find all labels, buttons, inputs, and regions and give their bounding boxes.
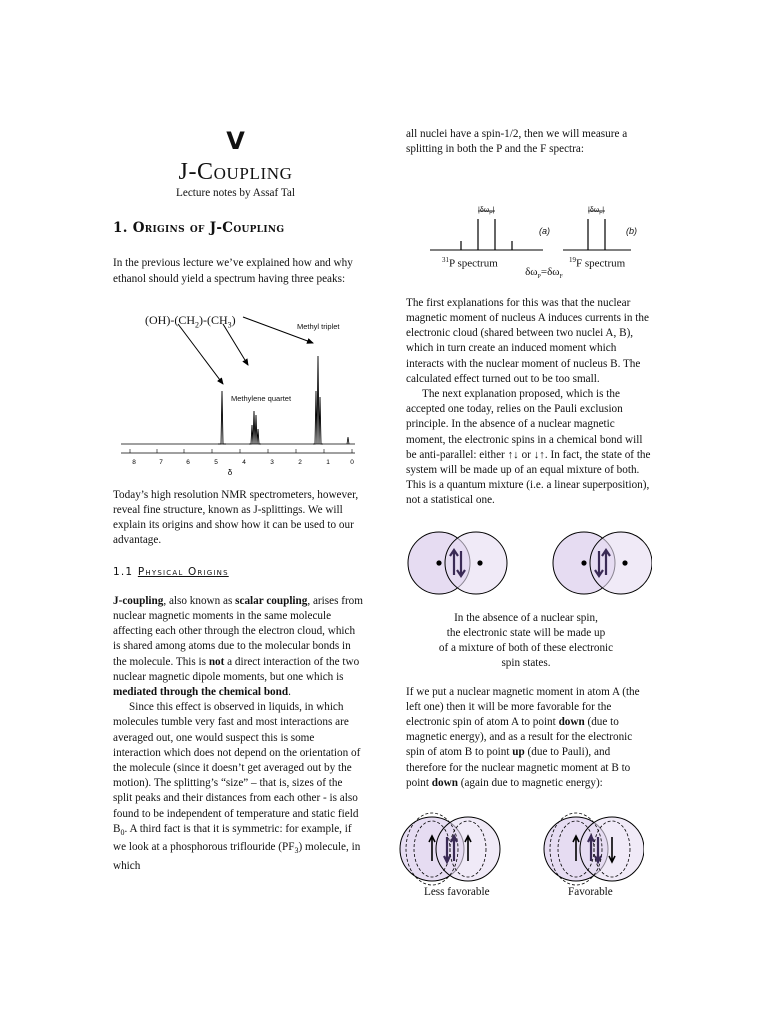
less-favorable-diagram	[400, 813, 500, 885]
tms-peak	[347, 437, 349, 444]
methylene-quartet-label: Methylene quartet	[231, 393, 292, 403]
triplet-peaks	[313, 356, 323, 444]
axis-label: δ	[227, 467, 233, 476]
favorable-diagram	[544, 813, 644, 885]
orbital-mixture-figure	[406, 529, 652, 597]
right-column	[406, 127, 652, 901]
f-spectrum-label: $^{19}$F spectrum	[569, 256, 626, 271]
pauli-paragraph: The next explanation proposed, which is the accepted one today, relies on the Pauli exclusion principle. In the absence of a nuclear magnetic moment, the electronic spins in a chemical bond will be anti-parallel: either ↑↓ or ↓↑. In fact, the state of the system will be made up of an equal mixture of both. This is a quantum mixture (i.e. a linear superposition), not a statistical one.	[406, 388, 651, 507]
oh-peak	[218, 391, 226, 444]
arrow-to-triplet	[243, 317, 313, 343]
tick-label: 2	[298, 458, 302, 466]
intro-paragraph: In the previous lecture we’ve explained how and why ethanol should yield a spectrum having three peaks:	[113, 257, 353, 285]
orbital-pair-down-up	[553, 532, 652, 594]
byline: Lecture notes by Assaf Tal	[176, 187, 295, 199]
delta-p-label: $|\delta\omega_P|$	[478, 207, 495, 217]
left-column	[113, 128, 363, 874]
ethanol-formula: $(OH)-(CH_2)-(CH_3)$	[145, 312, 236, 330]
tick-label: 6	[186, 458, 190, 466]
section-heading: 1. Origins of J-Coupling	[113, 220, 285, 237]
tick-label: 7	[159, 458, 163, 466]
jcoupling-paragraph: J-coupling, also known as scalar coupling, arises from nuclear magnetic moments in the same molecule affecting each other through the electron cloud, which is shared among atoms due to the molecular bonds in the molecule. This is not a direct interaction of the two nuclear magnetic dipole moments, but one which is mediated through the chemical bond.	[113, 594, 363, 699]
page-title: J-Coupling	[178, 159, 293, 185]
orbital-caption: In the absence of a nuclear spin, the electronic state will be made up of a mixture of both of these electronic spin states.	[438, 611, 614, 669]
favorability-labels	[406, 885, 652, 901]
pf-intro-paragraph: all nuclei have a spin-1/2, then we will measure a splitting in both the P and the F spectra:	[406, 128, 628, 156]
label-b: (b)	[626, 226, 637, 237]
fine-structure-paragraph: Today’s high resolution NMR spectrometers, however, reveal fine structure, known as J-splittings. We will explain its origins and show how it can be used to our advantage.	[113, 488, 359, 547]
arrow-to-oh	[178, 324, 223, 384]
pf-spectra-figure	[406, 173, 652, 269]
quartet-peaks	[249, 411, 261, 444]
tick-label: 5	[214, 458, 218, 466]
orbital-pair-up-down	[408, 532, 507, 594]
tick-label: 8	[132, 458, 136, 466]
label-a: (a)	[539, 226, 550, 237]
favorable-label: Favorable	[568, 886, 613, 899]
tick-label: 1	[326, 458, 330, 466]
liquids-paragraph: Since this effect is observed in liquids, in which molecules tumble very fast and most interactions are averaged out, one would suspect this is some interaction which does not depend on the orientation of the molecule (since it doesn’t get averaged out by the motion). The splitting’s “size” – that is, sizes of the split peaks and their distances from each other - is also found to be independent of temperature and static field $B_0$. A third fact is that it is symmetric: for example, if we look at a phosphorous triflouride $(PF_3)$ molecule, in which	[113, 701, 361, 872]
nuclear-moment-paragraph: If we put a nuclear magnetic moment in atom A (the left one) then it will be more favorable for the electronic spin of atom A to point down (due to magnetic energy), and as a result for the electronic spin of atom B to point up (due to Pauli), and therefore for the nuclear magnetic moment at B to point down (again due to magnetic energy):	[406, 685, 640, 789]
tick-label: 4	[242, 458, 246, 466]
tick-label: 0	[350, 458, 354, 466]
favorability-figure	[398, 809, 644, 887]
methyl-triplet-label: Methyl triplet	[297, 321, 340, 331]
explanation-paragraph: The first explanations for this was that the nuclear magnetic moment of nucleus A induces currents in the electronic cloud (shared between two nuclei A, B), which in turn create an induced moment which interacts with the nuclear moment of nucleus B. The calculated effect turned out to be too small.	[406, 296, 649, 385]
delta-f-label: $|\delta\omega_F|$	[588, 207, 605, 217]
splitting-equation: $\delta\omega_P=\delta\omega_F$	[525, 266, 563, 281]
subsection-heading: 1.1 Physical Origins	[113, 565, 229, 578]
tick-label: 3	[270, 458, 274, 466]
less-favorable-label: Less favorable	[424, 886, 490, 899]
spectrum-plot	[113, 301, 363, 476]
ethanol-spectrum-figure	[113, 301, 363, 476]
arrow-to-quartet	[223, 324, 248, 365]
p-spectrum-label: $^{31}$P spectrum	[442, 256, 498, 271]
chapter-number: V	[226, 127, 245, 155]
